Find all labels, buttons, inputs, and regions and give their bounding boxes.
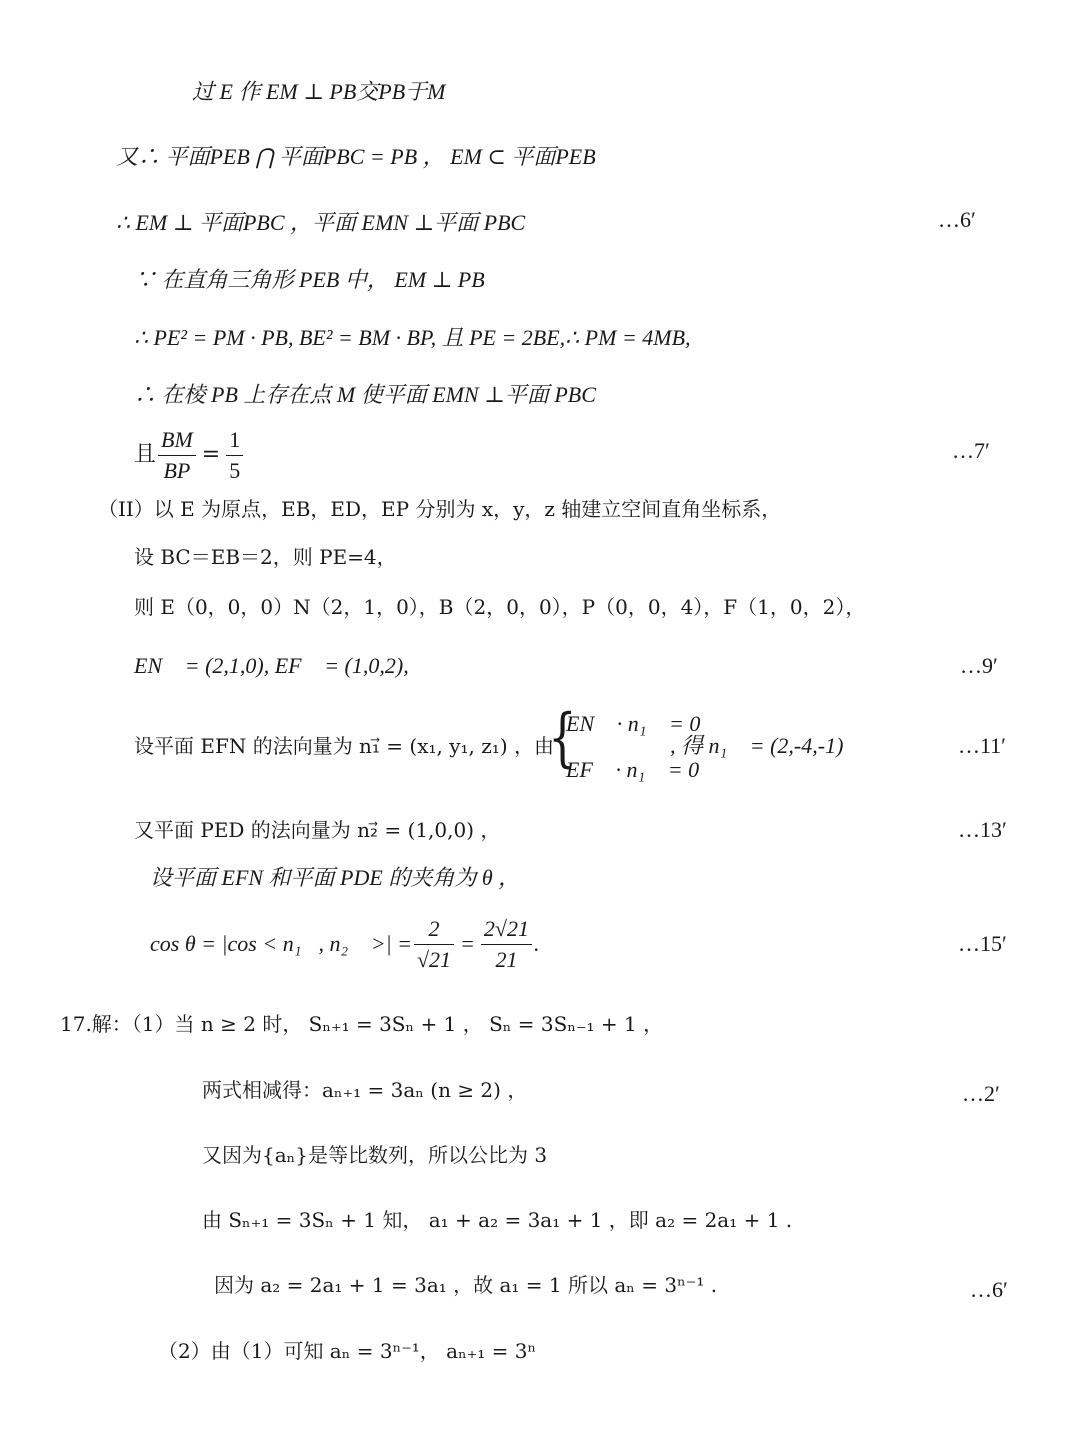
fraction-bm-bp: $\frac{BM}{BP}$	[158, 425, 196, 486]
score-mark: …7′	[952, 438, 990, 463]
text-line: , 得 n₁⃗ = (2,-4,-1) ，	[670, 733, 867, 758]
text-line: .	[533, 931, 540, 956]
score-mark: …6′	[938, 207, 976, 232]
text-line: EN⃗ = (2,1,0), EF⃗ = (1,0,2),	[134, 653, 409, 678]
text-line: ∴ 在棱 PB 上存在点 M 使平面 EMN ⊥平面 PBC	[134, 382, 596, 407]
text-line: 设平面 EFN 和平面 PDE 的夹角为 θ ，	[150, 865, 521, 890]
score-mark: …13′	[958, 817, 1007, 842]
text-line: ∴ PE² = PM · PB, BE² = BM · BP, 且 PE = 2BE,∴ PM = 4MB,	[134, 325, 691, 350]
fraction-2-sqrt21: $\frac{2}{√21}$	[414, 914, 454, 975]
text-line: =	[460, 931, 475, 956]
text-line: （II）以 E 为原点，EB，ED，EP 分别为 x，y，z 轴建立空间直角坐标系，	[98, 497, 782, 521]
equation-line: EF⃗ · n₁⃗ = 0	[566, 757, 700, 782]
text-line: 两式相减得：aₙ₊₁ = 3aₙ (n ≥ 2) ，	[202, 1078, 528, 1102]
score-mark: …15′	[958, 931, 1007, 956]
score-mark: …11′	[958, 733, 1006, 758]
text-line: 又因为{aₙ}是等比数列，所以公比为 3	[202, 1143, 548, 1167]
text-line: （2）由（1）可知 aₙ = 3ⁿ⁻¹， aₙ₊₁ = 3ⁿ	[158, 1339, 537, 1363]
text-line: ∵ 在直角三角形 PEB 中， EM ⊥ PB	[134, 267, 485, 292]
text-line: cos θ = |cos < n₁⃗, n₂⃗ >| =	[150, 931, 412, 956]
text-line: 且	[134, 442, 157, 467]
text-line: 过 E 作 EM ⊥ PB交PB于M	[192, 79, 446, 104]
text-line: 因为 a₂ = 2a₁ + 1 = 3a₁ ，故 a₁ = 1 所以 aₙ = 3ⁿ⁻¹ .	[214, 1273, 718, 1297]
text-line: ∴ EM ⊥ 平面PBC ，平面 EMN ⊥平面 PBC	[116, 210, 526, 235]
text-line: 由 Sₙ₊₁ = 3Sₙ + 1 知， a₁ + a₂ = 3a₁ + 1 ，即 a₂ = 2a₁ + 1 .	[202, 1208, 793, 1232]
text-line: 又∴ 平面PEB ⋂ 平面PBC = PB ， EM ⊂ 平面PEB	[116, 144, 596, 169]
text-line: 设平面 EFN 的法向量为 n₁⃗ = (x₁, y₁, z₁) ，由	[134, 734, 554, 758]
brace-symbol: {	[548, 701, 577, 775]
score-mark: …9′	[960, 653, 998, 678]
fraction-2sqrt21-21: $\frac{2√21}{21}$	[481, 914, 532, 975]
equation-line: EN⃗ · n₁⃗ = 0	[566, 711, 701, 736]
score-mark: …6′	[970, 1277, 1008, 1302]
text-line: 则 E（0，0，0）N（2，1，0），B（2，0，0），P（0，0，4），F（1，0，2），	[134, 595, 866, 619]
text-line: 又平面 PED 的法向量为 n₂⃗ = (1,0,0) ，	[134, 818, 501, 842]
text-line: 17.解：（1）当 n ≥ 2 时， Sₙ₊₁ = 3Sₙ + 1 ， Sₙ = 3Sₙ₋₁ + 1 ，	[60, 1012, 664, 1036]
text-line: 设 BC＝EB＝2，则 PE=4，	[134, 545, 397, 569]
score-mark: …2′	[962, 1081, 1000, 1106]
fraction-one-fifth: $\frac{1}{5}$	[226, 425, 243, 486]
